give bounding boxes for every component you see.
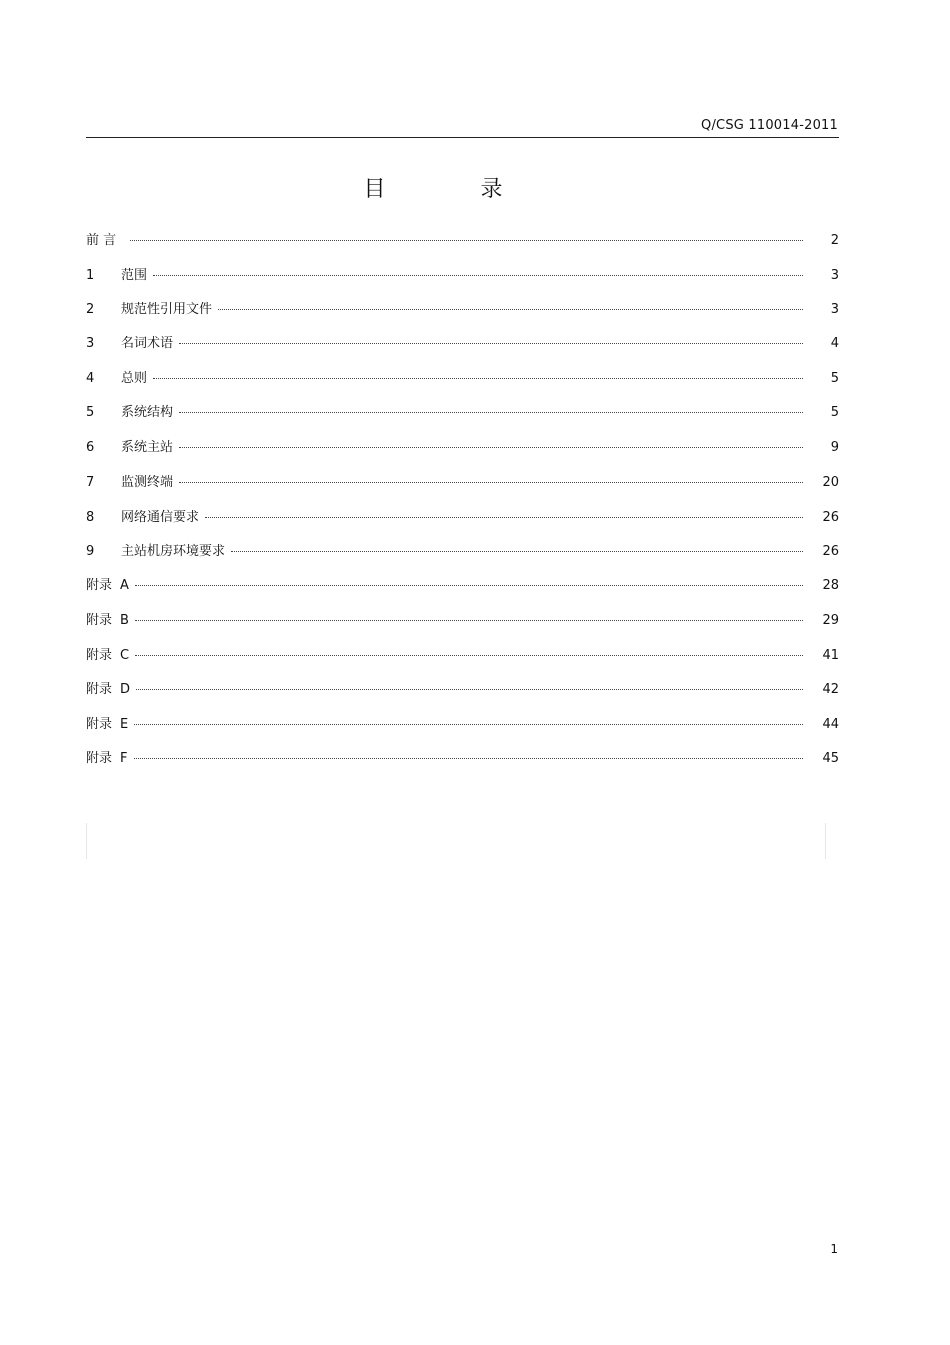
toc-entry-number: 7 <box>86 475 95 490</box>
right-margin-mark <box>825 823 826 859</box>
toc-entry-number: 2 <box>86 302 95 317</box>
toc-entry-1[interactable] <box>86 265 839 287</box>
dot-leader <box>231 539 803 552</box>
toc-entry-page: 44 <box>822 717 839 732</box>
toc-entry-page: 3 <box>830 268 839 283</box>
toc-entry-page: 26 <box>822 510 839 525</box>
toc-entry-7[interactable] <box>86 472 839 494</box>
header-rule <box>86 137 839 138</box>
dot-leader <box>179 400 803 413</box>
toc-title: 目 录 <box>363 177 547 202</box>
toc-entry-page: 45 <box>822 751 839 766</box>
toc-entry-title: 系统结构 <box>121 405 174 420</box>
dot-leader <box>218 297 803 310</box>
dot-leader <box>179 331 803 344</box>
dot-leader <box>136 677 803 690</box>
toc-entry-page: 2 <box>830 233 839 248</box>
toc-entry-6[interactable] <box>86 437 839 459</box>
dot-leader <box>153 366 803 379</box>
left-margin-mark <box>86 823 87 859</box>
toc-entry-9[interactable] <box>86 541 839 563</box>
toc-entry-title: 主站机房环境要求 <box>121 544 226 559</box>
dot-leader <box>130 228 803 241</box>
dot-leader <box>205 505 803 518</box>
toc-entry-number: 附录 <box>86 613 113 628</box>
page-number: 1 <box>830 1242 838 1256</box>
toc-entry-number: 8 <box>86 510 95 525</box>
dot-leader <box>134 712 803 725</box>
toc-entry-page: 42 <box>822 682 839 697</box>
toc-entry-2[interactable] <box>86 299 839 321</box>
toc-entry-number: 前 言 <box>86 233 117 248</box>
toc-entry-page: 26 <box>822 544 839 559</box>
toc-entry-number: 附录 <box>86 717 113 732</box>
toc-entry-page: 20 <box>822 475 839 490</box>
toc-entry-appendix-b[interactable] <box>86 610 839 632</box>
toc-entry-page: 28 <box>822 578 839 593</box>
toc-entry-title: A <box>120 578 129 593</box>
toc-entry-3[interactable] <box>86 333 839 355</box>
toc-entry-number: 5 <box>86 405 95 420</box>
toc-entry-page: 5 <box>830 371 839 386</box>
toc-entry-title: 监测终端 <box>121 475 174 490</box>
toc-entry-title: 总则 <box>121 371 148 386</box>
toc-entry-appendix-c[interactable] <box>86 645 839 667</box>
toc-entry-number: 附录 <box>86 682 113 697</box>
dot-leader <box>179 470 803 483</box>
toc-entry-number: 1 <box>86 268 95 283</box>
toc-entry-appendix-e[interactable] <box>86 714 839 736</box>
toc-entry-5[interactable] <box>86 402 839 424</box>
toc-entry-preface[interactable] <box>86 230 839 252</box>
dot-leader <box>135 643 803 656</box>
toc-entry-page: 5 <box>830 405 839 420</box>
toc-entry-number: 附录 <box>86 751 113 766</box>
dot-leader <box>179 435 803 448</box>
dot-leader <box>134 746 804 759</box>
toc-entry-title: 网络通信要求 <box>121 510 200 525</box>
toc-entry-title: 规范性引用文件 <box>121 302 213 317</box>
toc-entry-page: 9 <box>830 440 839 455</box>
toc-entry-title: C <box>120 648 130 663</box>
toc-entry-number: 3 <box>86 336 95 351</box>
toc-entry-title: D <box>120 682 131 697</box>
toc-entry-title: 名词术语 <box>121 336 174 351</box>
toc-entry-number: 4 <box>86 371 95 386</box>
toc-entry-title: B <box>120 613 129 628</box>
toc-entry-number: 6 <box>86 440 95 455</box>
toc-entry-title: 系统主站 <box>121 440 174 455</box>
toc-entry-number: 9 <box>86 544 95 559</box>
toc-entry-page: 4 <box>830 336 839 351</box>
dot-leader <box>135 608 803 621</box>
toc-entry-appendix-d[interactable] <box>86 679 839 701</box>
toc-entry-4[interactable] <box>86 368 839 390</box>
toc-entry-appendix-a[interactable] <box>86 575 839 597</box>
toc-entry-page: 29 <box>822 613 839 628</box>
toc-entry-appendix-f[interactable] <box>86 748 839 770</box>
toc-entry-title: F <box>120 751 128 766</box>
dot-leader <box>135 573 803 586</box>
toc-entry-title: 范围 <box>121 268 148 283</box>
toc-entry-page: 3 <box>830 302 839 317</box>
document-code: Q/CSG 110014-2011 <box>701 118 838 133</box>
toc-entry-number: 附录 <box>86 578 113 593</box>
toc-entry-title: E <box>120 717 129 732</box>
toc-entry-page: 41 <box>822 648 839 663</box>
toc-entry-8[interactable] <box>86 507 839 529</box>
dot-leader <box>153 263 803 276</box>
toc-entry-number: 附录 <box>86 648 113 663</box>
